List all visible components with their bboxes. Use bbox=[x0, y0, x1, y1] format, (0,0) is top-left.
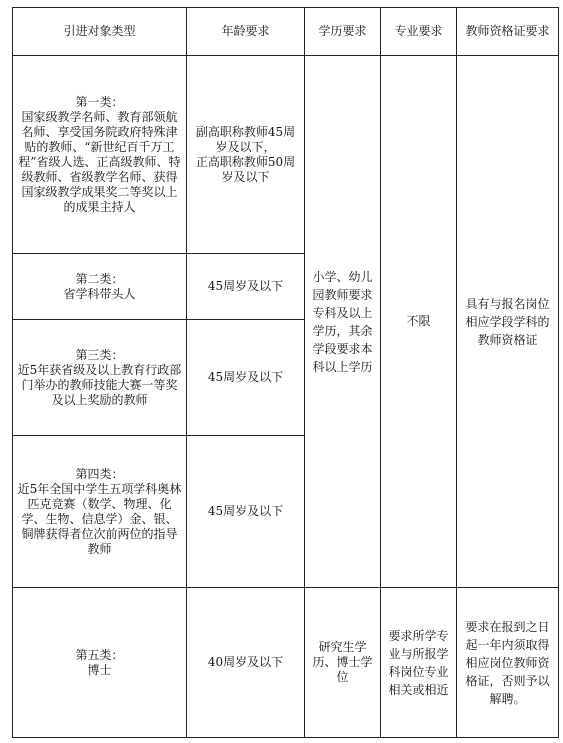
type-cell bbox=[13, 56, 187, 254]
education-merged-cell: 小学、幼儿园教师要求专科及以上学历，其余学段要求本科以上学历 bbox=[305, 56, 381, 588]
type-title: 第一类： bbox=[75, 94, 124, 109]
type-title: 第三类： bbox=[75, 347, 124, 362]
age-cell bbox=[187, 56, 305, 254]
header-type: 引进对象类型 bbox=[13, 8, 187, 56]
type-description: 省学科带头人 bbox=[63, 286, 136, 301]
type-cell bbox=[13, 320, 187, 436]
type-description: 近5年获省级及以上教育行政部门举办的教师技能大赛一等奖及以上奖励的教师 bbox=[17, 362, 182, 407]
table-row bbox=[13, 56, 559, 254]
header-row bbox=[13, 8, 559, 56]
age-requirement: 正高职称教师50周岁及以下 bbox=[195, 154, 296, 184]
type-description: 近5年全国中学生五项学科奥林匹克竞赛（数学、物理、化学、生物、信息学）金、银、铜牌获得者位次前两位的指导教师 bbox=[17, 481, 182, 556]
type-description: 国家级教学名师、教育部领航名师、享受国务院政府特殊津贴的教师、“新世纪百千万工程”省级人选、正高级教师、特级教师、省级教学名师、获得国家级教学成果奖二等奖以上的成果主持人 bbox=[18, 109, 181, 214]
age-cell: 45周岁及以下 bbox=[187, 320, 305, 436]
major-merged-cell: 不限 bbox=[381, 56, 457, 588]
age-cell: 45周岁及以下 bbox=[187, 436, 305, 588]
certificate-merged-cell: 具有与报名岗位相应学段学科的教师资格证 bbox=[457, 56, 559, 588]
type-description: 博士 bbox=[87, 662, 112, 677]
age-cell: 40周岁及以下 bbox=[187, 588, 305, 738]
type-cell bbox=[13, 254, 187, 320]
age-requirement: 副高职称教师45周岁及以下， bbox=[195, 124, 296, 154]
type-cell bbox=[13, 436, 187, 588]
header-age: 年龄要求 bbox=[187, 8, 305, 56]
type-title: 第四类： bbox=[75, 466, 124, 481]
type-cell bbox=[13, 588, 187, 738]
certificate-doctor-cell: 要求在报到之日起一年内须取得相应岗位教师资格证，否则予以解聘。 bbox=[457, 588, 559, 738]
type-title: 第二类： bbox=[75, 271, 124, 286]
requirements-table bbox=[12, 7, 559, 738]
header-certificate: 教师资格证要求 bbox=[457, 8, 559, 56]
header-education: 学历要求 bbox=[305, 8, 381, 56]
age-cell: 45周岁及以下 bbox=[187, 254, 305, 320]
header-major: 专业要求 bbox=[381, 8, 457, 56]
major-doctor-cell: 要求所学专业与所报学科岗位专业相关或相近 bbox=[381, 588, 457, 738]
education-doctor-cell: 研究生学历、博士学位 bbox=[305, 588, 381, 738]
table-row bbox=[13, 588, 559, 738]
type-title: 第五类： bbox=[75, 647, 124, 662]
